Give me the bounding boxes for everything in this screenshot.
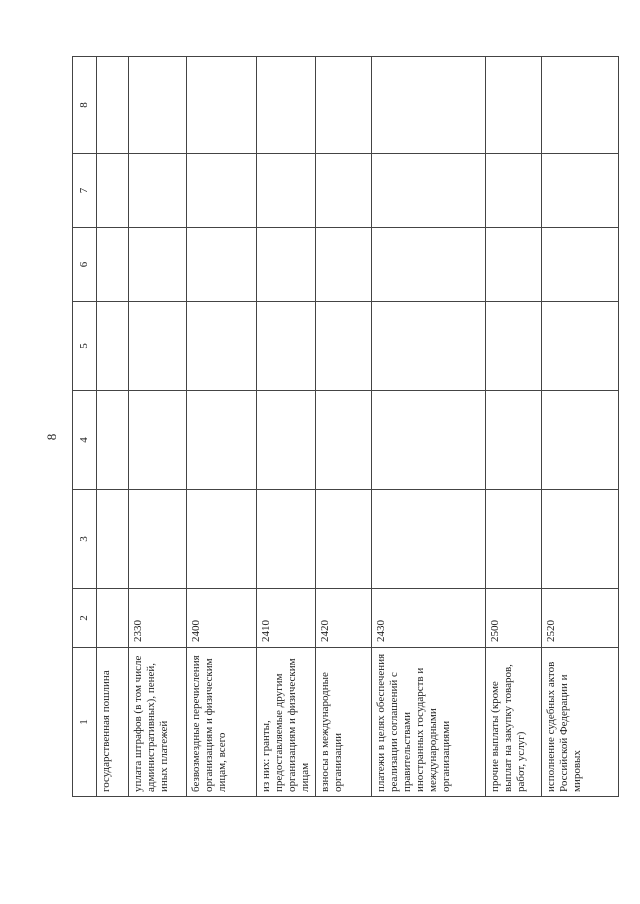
row-code: 2420 — [316, 589, 372, 648]
empty-cell — [129, 391, 187, 490]
empty-cell — [542, 228, 619, 302]
empty-cell — [129, 228, 187, 302]
empty-cell — [372, 302, 486, 391]
empty-cell — [316, 391, 372, 490]
empty-cell — [187, 57, 257, 154]
empty-cell — [187, 154, 257, 228]
row-name: безвозмездные перечисления организациям и физическим лицам, всего — [187, 648, 257, 797]
empty-cell — [542, 391, 619, 490]
empty-cell — [372, 57, 486, 154]
column-header: 5 — [73, 302, 97, 391]
empty-cell — [316, 57, 372, 154]
empty-cell — [257, 490, 316, 589]
table-row — [316, 57, 372, 797]
header-row — [73, 57, 97, 797]
column-header: 7 — [73, 154, 97, 228]
empty-cell — [97, 154, 129, 228]
table-row — [129, 57, 187, 797]
empty-cell — [97, 302, 129, 391]
row-code: 2430 — [372, 589, 486, 648]
empty-cell — [542, 57, 619, 154]
empty-cell — [542, 302, 619, 391]
empty-cell — [486, 391, 542, 490]
column-header: 2 — [73, 589, 97, 648]
column-header: 1 — [73, 648, 97, 797]
row-code: 2400 — [187, 589, 257, 648]
page-number: 8 — [44, 433, 59, 441]
table-row — [257, 57, 316, 797]
empty-cell — [486, 154, 542, 228]
empty-cell — [372, 490, 486, 589]
empty-cell — [486, 490, 542, 589]
table-row — [187, 57, 257, 797]
row-code: 2500 — [486, 589, 542, 648]
empty-cell — [542, 154, 619, 228]
empty-cell — [129, 490, 187, 589]
row-code: 2520 — [542, 589, 619, 648]
empty-cell — [257, 228, 316, 302]
table-row — [542, 57, 619, 797]
empty-cell — [372, 228, 486, 302]
table-row — [372, 57, 486, 797]
empty-cell — [97, 391, 129, 490]
column-header: 4 — [73, 391, 97, 490]
row-name: уплата штрафов (в том числе административных), пеней, иных платежей — [129, 648, 187, 797]
empty-cell — [257, 302, 316, 391]
empty-cell — [486, 302, 542, 391]
empty-cell — [187, 490, 257, 589]
empty-cell — [97, 57, 129, 154]
row-code — [97, 589, 129, 648]
row-code: 2410 — [257, 589, 316, 648]
row-code: 2330 — [129, 589, 187, 648]
empty-cell — [316, 490, 372, 589]
empty-cell — [316, 228, 372, 302]
empty-cell — [97, 490, 129, 589]
row-name: из них: гранты, предоставляемые другим организациям и физическим лицам — [257, 648, 316, 797]
empty-cell — [129, 57, 187, 154]
empty-cell — [372, 154, 486, 228]
empty-cell — [257, 154, 316, 228]
column-header: 8 — [73, 57, 97, 154]
empty-cell — [316, 154, 372, 228]
empty-cell — [187, 302, 257, 391]
empty-cell — [187, 391, 257, 490]
budget-table — [72, 56, 619, 797]
row-name: прочие выплаты (кроме выплат на закупку товаров, работ, услуг) — [486, 648, 542, 797]
empty-cell — [129, 302, 187, 391]
empty-cell — [257, 391, 316, 490]
row-name: взносы в международные организации — [316, 648, 372, 797]
row-name: государственная пошлина — [97, 648, 129, 797]
empty-cell — [129, 154, 187, 228]
empty-cell — [372, 391, 486, 490]
empty-cell — [257, 57, 316, 154]
empty-cell — [316, 302, 372, 391]
empty-cell — [542, 490, 619, 589]
empty-cell — [486, 228, 542, 302]
table-row — [97, 57, 129, 797]
empty-cell — [486, 57, 542, 154]
row-name: исполнение судебных актов Российской Федерации и мировых — [542, 648, 619, 797]
row-name: платежи в целях обеспечения реализации соглашений с правительствами иностранных государств и международными организациями — [372, 648, 486, 797]
table-row — [486, 57, 542, 797]
empty-cell — [97, 228, 129, 302]
column-header: 3 — [73, 490, 97, 589]
empty-cell — [187, 228, 257, 302]
column-header: 6 — [73, 228, 97, 302]
table-container — [72, 57, 594, 797]
